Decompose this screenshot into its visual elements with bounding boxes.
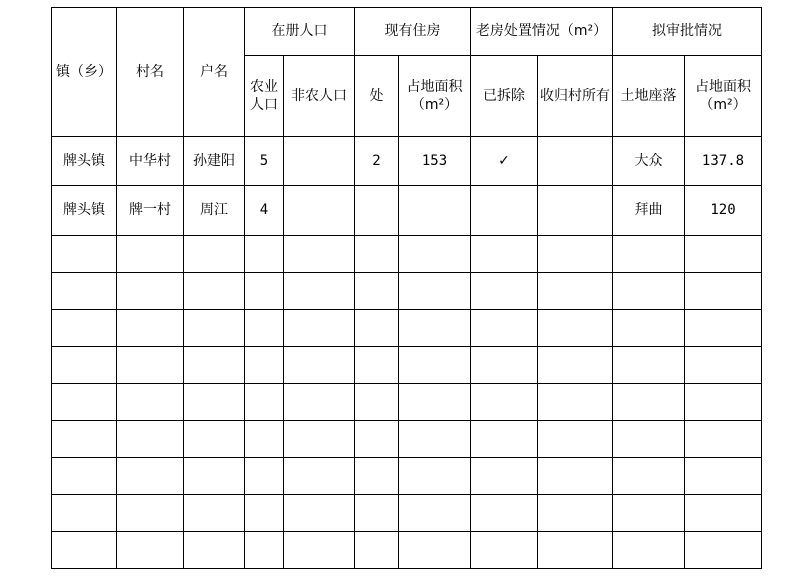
header-approved-land-area: 占地面积（m²） — [685, 56, 762, 137]
empty-cell — [245, 495, 284, 532]
header-current-housing: 现有住房 — [355, 8, 471, 56]
empty-cell — [117, 384, 184, 421]
header-returned-to-village: 收归村所有 — [538, 56, 613, 137]
empty-cell — [471, 421, 538, 458]
empty-cell — [52, 236, 117, 273]
empty-cell — [538, 273, 613, 310]
empty-cell — [52, 495, 117, 532]
empty-cell — [471, 458, 538, 495]
empty-cell — [184, 532, 245, 569]
cell-household: 周江 — [184, 186, 245, 236]
empty-cell — [245, 347, 284, 384]
empty-cell — [284, 532, 355, 569]
empty-cell — [399, 532, 471, 569]
table-row-empty — [52, 273, 762, 310]
empty-cell — [245, 421, 284, 458]
empty-cell — [184, 347, 245, 384]
empty-cell — [355, 347, 399, 384]
empty-cell — [117, 532, 184, 569]
empty-cell — [613, 310, 685, 347]
empty-cell — [184, 421, 245, 458]
empty-cell — [284, 273, 355, 310]
header-old-house-disposal: 老房处置情况（m²） — [471, 8, 613, 56]
empty-cell — [284, 236, 355, 273]
empty-cell — [685, 236, 762, 273]
empty-cell — [471, 236, 538, 273]
empty-cell — [399, 310, 471, 347]
header-village: 村名 — [117, 8, 184, 137]
table-row — [52, 137, 762, 186]
empty-cell — [685, 458, 762, 495]
empty-cell — [355, 532, 399, 569]
header-demolished: 已拆除 — [471, 56, 538, 137]
table-row-empty — [52, 236, 762, 273]
empty-cell — [538, 384, 613, 421]
empty-cell — [399, 384, 471, 421]
empty-cell — [184, 495, 245, 532]
empty-cell — [117, 273, 184, 310]
empty-cell — [685, 347, 762, 384]
empty-cell — [613, 421, 685, 458]
cell-village: 中华村 — [117, 137, 184, 186]
empty-cell — [284, 384, 355, 421]
header-town: 镇（乡） — [52, 8, 117, 137]
cell-approved-area: 120 — [685, 186, 762, 236]
cell-household: 孙建阳 — [184, 137, 245, 186]
table-row-empty — [52, 347, 762, 384]
empty-cell — [284, 458, 355, 495]
empty-cell — [284, 495, 355, 532]
empty-cell — [52, 310, 117, 347]
empty-cell — [52, 347, 117, 384]
empty-cell — [355, 310, 399, 347]
table-row-empty — [52, 421, 762, 458]
empty-cell — [117, 458, 184, 495]
empty-cell — [399, 421, 471, 458]
empty-cell — [52, 273, 117, 310]
empty-cell — [117, 236, 184, 273]
empty-cell — [471, 384, 538, 421]
empty-cell — [613, 347, 685, 384]
empty-cell — [245, 273, 284, 310]
table-row-empty — [52, 458, 762, 495]
empty-cell — [471, 310, 538, 347]
cell-count: 2 — [355, 137, 399, 186]
empty-cell — [284, 310, 355, 347]
cell-village: 牌一村 — [117, 186, 184, 236]
empty-cell — [685, 495, 762, 532]
table-row-empty — [52, 532, 762, 569]
header-non-agricultural-pop: 非农人口 — [284, 56, 355, 137]
header-pending-approval: 拟审批情况 — [613, 8, 762, 56]
empty-cell — [184, 310, 245, 347]
empty-cell — [538, 310, 613, 347]
empty-cell — [613, 384, 685, 421]
header-registered-population: 在册人口 — [245, 8, 355, 56]
cell-location: 大众 — [613, 137, 685, 186]
empty-cell — [245, 310, 284, 347]
table-row-empty — [52, 384, 762, 421]
cell-nonagri — [284, 137, 355, 186]
empty-cell — [399, 347, 471, 384]
empty-cell — [399, 273, 471, 310]
empty-cell — [613, 532, 685, 569]
table-row — [52, 186, 762, 236]
empty-cell — [685, 310, 762, 347]
empty-cell — [538, 347, 613, 384]
empty-cell — [685, 384, 762, 421]
empty-cell — [355, 421, 399, 458]
cell-agri: 5 — [245, 137, 284, 186]
table-row-empty — [52, 310, 762, 347]
empty-cell — [613, 458, 685, 495]
empty-cell — [471, 347, 538, 384]
empty-cell — [184, 236, 245, 273]
header-land-area: 占地面积（m²） — [399, 56, 471, 137]
empty-cell — [52, 458, 117, 495]
empty-cell — [245, 532, 284, 569]
empty-cell — [184, 273, 245, 310]
empty-cell — [471, 532, 538, 569]
empty-cell — [117, 347, 184, 384]
empty-cell — [117, 310, 184, 347]
cell-location: 拜曲 — [613, 186, 685, 236]
cell-approved-area: 137.8 — [685, 137, 762, 186]
empty-cell — [355, 236, 399, 273]
cell-area: 153 — [399, 137, 471, 186]
cell-demolished: ✓ — [471, 137, 538, 186]
empty-cell — [399, 458, 471, 495]
header-land-location: 土地座落 — [613, 56, 685, 137]
empty-cell — [538, 236, 613, 273]
empty-cell — [471, 495, 538, 532]
empty-cell — [184, 384, 245, 421]
empty-cell — [538, 458, 613, 495]
empty-cell — [117, 421, 184, 458]
empty-cell — [685, 421, 762, 458]
table-row-empty — [52, 495, 762, 532]
empty-cell — [471, 273, 538, 310]
cell-town: 牌头镇 — [52, 137, 117, 186]
empty-cell — [613, 273, 685, 310]
empty-cell — [613, 236, 685, 273]
empty-cell — [613, 495, 685, 532]
empty-cell — [52, 384, 117, 421]
empty-cell — [52, 421, 117, 458]
cell-town: 牌头镇 — [52, 186, 117, 236]
household-table — [51, 7, 762, 569]
empty-cell — [355, 273, 399, 310]
empty-cell — [355, 458, 399, 495]
empty-cell — [685, 273, 762, 310]
empty-cell — [685, 532, 762, 569]
header-household: 户名 — [184, 8, 245, 137]
cell-count — [355, 186, 399, 236]
header-count: 处 — [355, 56, 399, 137]
cell-area — [399, 186, 471, 236]
empty-cell — [184, 458, 245, 495]
empty-cell — [284, 347, 355, 384]
empty-cell — [245, 458, 284, 495]
empty-cell — [355, 384, 399, 421]
empty-cell — [245, 384, 284, 421]
empty-cell — [538, 421, 613, 458]
empty-cell — [52, 532, 117, 569]
cell-nonagri — [284, 186, 355, 236]
empty-cell — [399, 236, 471, 273]
empty-cell — [538, 532, 613, 569]
cell-agri: 4 — [245, 186, 284, 236]
cell-returned — [538, 186, 613, 236]
empty-cell — [117, 495, 184, 532]
empty-cell — [355, 495, 399, 532]
empty-cell — [284, 421, 355, 458]
cell-demolished — [471, 186, 538, 236]
cell-returned — [538, 137, 613, 186]
empty-cell — [245, 236, 284, 273]
empty-cell — [399, 495, 471, 532]
empty-cell — [538, 495, 613, 532]
header-agricultural-pop: 农业人口 — [245, 56, 284, 137]
